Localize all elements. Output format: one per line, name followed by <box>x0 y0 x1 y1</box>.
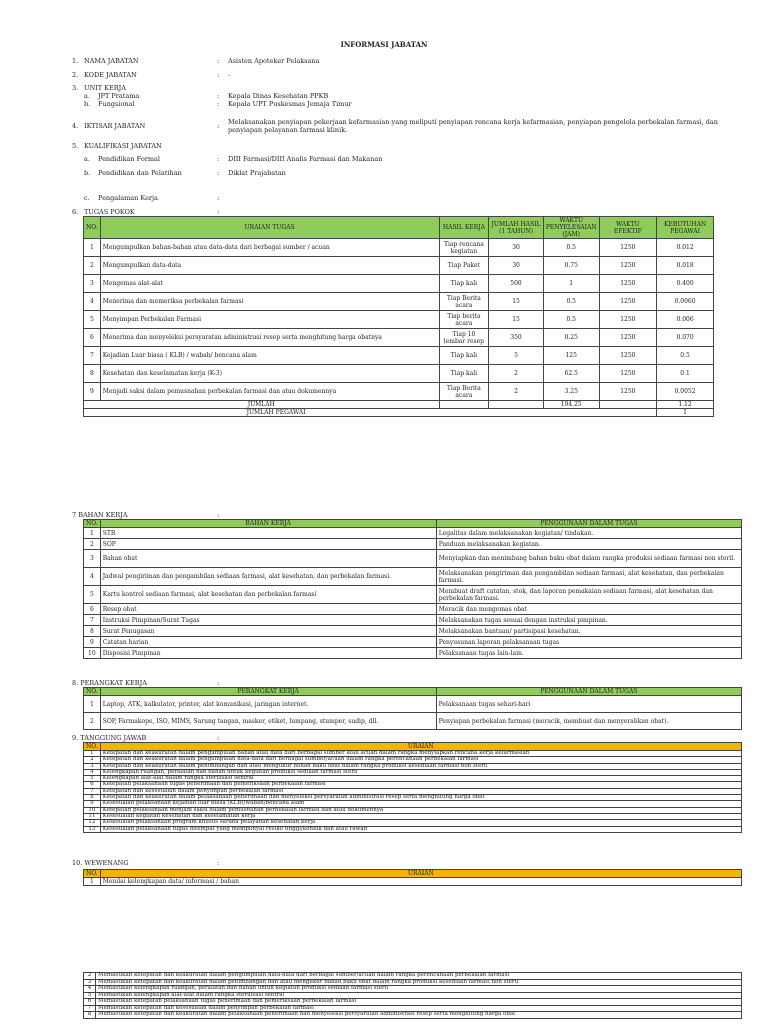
cell-no: 1 <box>84 878 101 886</box>
cell-jumlah-hasil: 30 <box>489 257 544 275</box>
table-row <box>84 275 714 293</box>
field-colon: : <box>217 208 220 216</box>
table-row <box>84 293 714 311</box>
field-number: b. <box>84 169 91 177</box>
cell-no: 7 <box>84 615 101 626</box>
cell-no: 5 <box>84 992 96 999</box>
cell-no: 3 <box>84 763 101 769</box>
header-bahan-kerja: BAHAN KERJA <box>100 520 436 528</box>
cell-no: 2 <box>84 973 96 980</box>
jumlah-label: JUMLAH <box>84 401 440 409</box>
cell-uraian: Kesesuaian kegiatan kesehatan dan keselamatan kerja <box>100 813 741 819</box>
table-row <box>84 239 714 257</box>
tugas-table-body <box>84 239 714 417</box>
table-row <box>84 311 714 329</box>
cell-uraian-tugas: Menerima dan menyeleksi persyaratan administrasi resep serta menghitung harga obatnya <box>100 329 439 347</box>
cell-hasil-kerja: Tiap Berita acara <box>439 293 489 311</box>
field-number: 4. <box>72 122 79 130</box>
cell-uraian-tugas: Mengemas alat-alat <box>100 275 439 293</box>
field-number: c. <box>84 194 90 202</box>
cell-perangkat-kerja: SOP, Farmakope, ISO, MIMS, Sarung tangan, masker, etiket, lumpang, stumper, sudip, dll. <box>100 713 436 730</box>
table-cell <box>439 401 489 409</box>
table-row <box>84 615 742 626</box>
cell-hasil-kerja: Tiap kali <box>439 365 489 383</box>
field-colon: : <box>217 194 220 202</box>
cell-no: 3 <box>84 979 96 986</box>
cell-perangkat-kerja: Laptop, ATK, kalkulator, printer, alat komunikasi, jaringan internet. <box>100 696 436 713</box>
cell-penggunaan: Melaksanakan bantuan/ partisipasi kesehatan. <box>436 626 741 637</box>
field-colon: : <box>217 169 220 177</box>
cell-hasil-kerja: Tiap rencana kegiatan <box>439 239 489 257</box>
cell-uraian: Ketepatan pelaksanaan menjadi saksi dalam pemusnahan perbekalan farmasi dan atau dokumennya <box>100 807 741 813</box>
cell-bahan-kerja: SOP <box>100 539 436 550</box>
cell-no: 2 <box>84 757 101 763</box>
table-row <box>84 878 742 886</box>
section-wewenang: 10. WEWENANG <box>72 859 129 867</box>
section-colon: : <box>217 734 220 742</box>
table-row <box>84 626 742 637</box>
table-row <box>84 604 742 615</box>
field-colon: : <box>217 71 220 79</box>
cell-penggunaan: Membuat draft catatan, stok, dan laporan pemakaian sediaan farmasi, alat kesehatan dan perbekalan farmasi. <box>436 586 741 604</box>
cell-no: 5 <box>84 776 101 782</box>
field-colon: : <box>217 100 220 108</box>
cell-waktu-efektif: 1250 <box>599 293 657 311</box>
cell-no: 1 <box>84 751 101 757</box>
header-kebutuhan-pegawai: KEBUTUHAN PEGAWAI <box>657 217 714 239</box>
cell-no: 8 <box>84 795 101 801</box>
cell-waktu-efektif: 1250 <box>599 275 657 293</box>
cell-uraian: Ketepatan dan keakuratan dalam pengumpulan data-data dari berbagai sumber/acuan dalam rangka perencanaan perbekalan farmasi <box>100 757 741 763</box>
cell-no: 3 <box>84 275 101 293</box>
header-no: NO. <box>84 870 101 878</box>
cell-no: 10 <box>84 807 101 813</box>
cell-hasil-kerja: Tiap Paket <box>439 257 489 275</box>
section-bahan-kerja: 7 BAHAN KERJA <box>72 511 128 519</box>
cell-kebutuhan-pegawai: 0.006 <box>657 311 714 329</box>
cell-kebutuhan-pegawai: 0.5 <box>657 347 714 365</box>
cell-hasil-kerja: Tiap Berita acara <box>439 383 489 401</box>
cell-hasil-kerja: Tiap kali <box>439 347 489 365</box>
cell-uraian: Ketepatan dan kesesuaian dalam penyimpan perbekalan farmasi <box>100 788 741 794</box>
cell-jumlah-hasil: 500 <box>489 275 544 293</box>
cell-bahan-kerja: Bahan obat <box>100 550 436 568</box>
jumlah-row <box>84 401 714 409</box>
cell-bahan-kerja: Surat Penugasan <box>100 626 436 637</box>
table-row <box>84 568 742 586</box>
cell-waktu-penyelesaian: 0.5 <box>543 311 599 329</box>
cell-bahan-kerja: Disposisi Pimpinan <box>100 648 436 659</box>
cell-penggunaan: Panduan melaksanakan kegiatan. <box>436 539 741 550</box>
cell-penggunaan: Legalitas dalam melaksanakan kegiatan/ tindakan. <box>436 528 741 539</box>
header-uraian: URAIAN <box>100 743 741 751</box>
cell-no: 6 <box>84 604 101 615</box>
table-row <box>84 528 742 539</box>
table-header-row <box>84 688 742 696</box>
cell-no: 2 <box>84 257 101 275</box>
wewenang-table-body <box>84 878 742 886</box>
cell-kebutuhan-pegawai: 0.0052 <box>657 383 714 401</box>
cell-no: 6 <box>84 782 101 788</box>
cell-kebutuhan-pegawai: 0.0060 <box>657 293 714 311</box>
cell-waktu-efektif: 1250 <box>599 239 657 257</box>
field-label: IKTISAR JABATAN <box>84 122 146 130</box>
cell-jumlah-hasil: 2 <box>489 383 544 401</box>
cell-kebutuhan-pegawai: 0.1 <box>657 365 714 383</box>
cell-jumlah-hasil: 2 <box>489 365 544 383</box>
cell-penggunaan: Pelaksanaan tugas sehari-hari <box>436 696 741 713</box>
field-value: Kepala Dinas Kesehatan PPKB <box>228 92 329 100</box>
cell-no: 7 <box>84 347 101 365</box>
header-no: NO. <box>84 520 101 528</box>
cell-waktu-efektif: 1250 <box>599 347 657 365</box>
section-colon: : <box>217 511 220 519</box>
field-value: Kepala UPT Puskesmas Jemaja Timur <box>228 100 352 108</box>
table-row <box>84 637 742 648</box>
header-jumlah-hasil: JUMLAH HASIL (1 TAHUN) <box>489 217 544 239</box>
cell-waktu-penyelesaian: 125 <box>543 347 599 365</box>
table-cell <box>489 401 544 409</box>
field-label: Pendidikan dan Pelatihan <box>98 169 182 177</box>
cell-penggunaan: Melaksanakan tugas sesuai dengan instruksi pimpinan. <box>436 615 741 626</box>
cell-uraian-tugas: Menjadi saksi dalam pemusnahan perbekalan farmasi dan atau dokumennya <box>100 383 439 401</box>
cell-uraian: Memastikan kelengkapan alat-alat dalam rangka sterilisasi sentral <box>95 992 741 999</box>
cell-waktu-penyelesaian: 3.25 <box>543 383 599 401</box>
header-penggunaan: PENGGUNAAN DALAM TUGAS <box>436 688 741 696</box>
cell-uraian: Ketepatan dan keakuratan dalam pengumpulan bahan atau data dari berbagai sumber atau acuan dalam rangka menyiapkan rencana kerja kefarmasian <box>100 751 741 757</box>
field-number: a. <box>84 92 90 100</box>
section-perangkat-kerja: 8. PERANGKAT KERJA <box>72 679 147 687</box>
cell-kebutuhan-pegawai: 0.400 <box>657 275 714 293</box>
cell-no: 6 <box>84 329 101 347</box>
cell-no: 4 <box>84 769 101 775</box>
field-number: a. <box>84 155 90 163</box>
cell-waktu-efektif: 1250 <box>599 257 657 275</box>
cell-penggunaan: Pelaksanaan tugas lain-lain. <box>436 648 741 659</box>
cell-kebutuhan-pegawai: 0.018 <box>657 257 714 275</box>
table-row <box>84 257 714 275</box>
cell-bahan-kerja: Catatan harian <box>100 637 436 648</box>
field-label: JPT Pratama <box>98 92 140 100</box>
table-cell <box>599 401 657 409</box>
table-row <box>84 550 742 568</box>
cell-no: 4 <box>84 293 101 311</box>
table-row <box>84 383 714 401</box>
cell-waktu-penyelesaian: 0.5 <box>543 293 599 311</box>
cell-no: 13 <box>84 826 101 832</box>
cell-no: 12 <box>84 820 101 826</box>
jumlah-pegawai-label: JUMLAH PEGAWAI <box>84 409 657 417</box>
table-row <box>84 826 742 832</box>
cell-uraian: Kelengkapan alat-alat dalam rangka sterilisasi sentral <box>100 776 741 782</box>
header-no: NO. <box>84 743 101 751</box>
field-colon: : <box>217 57 220 65</box>
bahan-table-body <box>84 528 742 659</box>
table-header-row <box>84 217 714 239</box>
cell-no: 9 <box>84 637 101 648</box>
field-label: NAMA JABATAN <box>84 57 139 65</box>
cell-waktu-penyelesaian: 0.25 <box>543 329 599 347</box>
cell-jumlah-hasil: 15 <box>489 311 544 329</box>
cell-waktu-efektif: 1250 <box>599 311 657 329</box>
cell-no: 5 <box>84 311 101 329</box>
field-label: Fungsional <box>98 100 135 108</box>
table-row <box>84 539 742 550</box>
table-row <box>84 347 714 365</box>
field-colon: : <box>217 92 220 100</box>
cell-bahan-kerja: STR <box>100 528 436 539</box>
cell-uraian-tugas: Mengumpulkan data-data <box>100 257 439 275</box>
field-number: 1. <box>72 57 79 65</box>
field-value: Melaksanakan penyiapan pekerjaan kefarmasian yang meliputi penyiapan rencana kerja kefarmasian, penyiapan pengelola perbekalan farmasi, dan penyiapan pelayanan farmasi klinik. <box>228 118 718 134</box>
cell-no: 8 <box>84 626 101 637</box>
cell-uraian: Kesesuaian pelaksanaan kejadian luar biasa (KLB)/wabah/bencana alam <box>100 801 741 807</box>
cell-bahan-kerja: Jadwal pengiriman dan pengambilan sediaan farmasi, alat kesehatan, dan perbekalan farmasi. <box>100 568 436 586</box>
section-colon: : <box>217 859 220 867</box>
field-number: 5. <box>72 142 79 150</box>
cell-penggunaan: Menyiapkan dan menimbang bahan baku obat dalam rangka produksi sediaan farmasi non steril. <box>436 550 741 568</box>
tugas-pokok-table <box>83 216 714 417</box>
table-header-row <box>84 870 742 878</box>
cell-no: 8 <box>84 365 101 383</box>
field-value: Asisten Apoteker Pelaksana <box>228 57 320 65</box>
table-row <box>84 329 714 347</box>
cell-uraian: Menilai kelengkapan data/ informasi / bahan <box>100 878 741 886</box>
field-label: Pendidikan Formal <box>98 155 160 163</box>
cell-no: 7 <box>84 788 101 794</box>
field-label: KUALIFIKASI JABATAN <box>84 142 162 150</box>
section-tanggung-jawab: 9. TANGGUNG JAWAB <box>72 734 147 742</box>
header-hasil-kerja: HASIL KERJA <box>439 217 489 239</box>
field-label: UNIT KERJA <box>84 84 126 92</box>
cell-hasil-kerja: Tiap berita acara <box>439 311 489 329</box>
perangkat-table-body <box>84 696 742 730</box>
section-colon: : <box>217 679 220 687</box>
cell-uraian-tugas: Menyimpan Perbekalan Farmasi <box>100 311 439 329</box>
cell-uraian: Kesesuaian pelaksanaan program khusus sarana pelayanan kesehatan kerja <box>100 820 741 826</box>
cell-jumlah-hasil: 15 <box>489 293 544 311</box>
cell-hasil-kerja: Tiap kali <box>439 275 489 293</box>
cell-waktu-penyelesaian: 0.75 <box>543 257 599 275</box>
field-label: Pengalaman Kerja <box>98 194 158 202</box>
table-row <box>84 648 742 659</box>
cell-uraian: Kesesuaian pelaksanaan tugas ditempat yang mempunyai resiko tinggi/konflik dan atau rawan <box>100 826 741 832</box>
header-penggunaan: PENGGUNAAN DALAM TUGAS <box>436 520 741 528</box>
field-number: b. <box>84 100 91 108</box>
jumlah-kebutuhan: 1.12 <box>657 401 714 409</box>
cell-waktu-efektif: 1250 <box>599 383 657 401</box>
cell-uraian: Memastikan ketepatan dan keakuratan dalam penimbangan dan atau mengukur bahan baku obat dalam rangka produksi kesediaan farmasi non steril <box>95 979 741 986</box>
continuation-table-body <box>84 973 742 1019</box>
cell-no: 1 <box>84 528 101 539</box>
cell-uraian: Ketepatan dan keakuratan dalam pelaksanaan penerimaan dan menyeleksi persyaratan administrasi resep serta menghitung harga obat <box>100 795 741 801</box>
wewenang-table <box>83 869 742 886</box>
cell-waktu-efektif: 1250 <box>599 365 657 383</box>
cell-bahan-kerja: Resep obat <box>100 604 436 615</box>
field-number: 2. <box>72 71 79 79</box>
cell-no: 6 <box>84 999 96 1006</box>
field-label: TUGAS POKOK <box>84 208 135 216</box>
field-value: - <box>228 71 231 79</box>
field-value: DIII Farmasi/DIII Analis Farmasi dan Makanan <box>228 155 383 163</box>
cell-jumlah-hasil: 30 <box>489 239 544 257</box>
cell-penggunaan: Melaksanakan pengiriman dan pengambilan sediaan farmasi, alat kesehatan, dan perbekalan farmasi. <box>436 568 741 586</box>
cell-no: 4 <box>84 986 96 993</box>
cell-uraian-tugas: Kesehatan dan keselamatan kerja (K-3) <box>100 365 439 383</box>
cell-uraian: Memastikan ketepatan dan kesesuaian dalam penyimpan perbekalan farmasi <box>95 1005 741 1012</box>
cell-jumlah-hasil: 350 <box>489 329 544 347</box>
cell-uraian: Kelengkapan ruangan, peralatan dan bahan untuk kegiatan produksi sediaan farmasi steril <box>100 769 741 775</box>
cell-uraian: Memastikan kelengkapan ruangan, peralatan dan bahan untuk kegiatan produksi sediaan farmasi steril <box>95 986 741 993</box>
cell-uraian: Memastikan ketepatan dan keakuratan dalam pelaksanaan penerimaan dan menyeleksi persyaratan administrasi resep serta menghitung harga obat <box>95 1012 741 1019</box>
header-waktu-efektif: WAKTU EFEKTIF <box>599 217 657 239</box>
cell-bahan-kerja: Instruksi Pimpinan/Surat Tugas <box>100 615 436 626</box>
wewenang-continuation-table <box>83 972 742 1019</box>
cell-kebutuhan-pegawai: 0.070 <box>657 329 714 347</box>
cell-no: 10 <box>84 648 101 659</box>
cell-jumlah-hasil: 5 <box>489 347 544 365</box>
jumlah-pegawai: 1 <box>657 409 714 417</box>
table-header-row <box>84 520 742 528</box>
cell-no: 11 <box>84 813 101 819</box>
table-row <box>84 1012 742 1019</box>
header-uraian-tugas: URAIAN TUGAS <box>100 217 439 239</box>
header-waktu-penyelesaian: WAKTU PENYELESAIAN (JAM) <box>543 217 599 239</box>
cell-no: 1 <box>84 696 101 713</box>
field-number: 6. <box>72 208 79 216</box>
cell-no: 3 <box>84 550 101 568</box>
cell-bahan-kerja: Kartu kontrol sediaan farmasi, alat kesehatan dan perbekalan farmasi <box>100 586 436 604</box>
cell-penggunaan: Penyusunan laporan pelaksanaan tugas <box>436 637 741 648</box>
cell-uraian: Memastikan ketepatan pelaksanaan tugas penerimaan dan pemeriksaan perbekalan farmasi <box>95 999 741 1006</box>
cell-uraian-tugas: Mengumpulkan bahan-bahan atau data-data dari berbagai sumber / acuan <box>100 239 439 257</box>
table-row <box>84 586 742 604</box>
table-row <box>84 696 742 713</box>
cell-no: 8 <box>84 1012 96 1019</box>
tanggung-jawab-table <box>83 742 742 833</box>
field-colon: : <box>217 155 220 163</box>
cell-no: 9 <box>84 801 101 807</box>
cell-penggunaan: Meracik dan mengemas obat <box>436 604 741 615</box>
cell-waktu-penyelesaian: 0.5 <box>543 239 599 257</box>
cell-no: 2 <box>84 539 101 550</box>
field-colon: : <box>217 122 220 130</box>
field-number: 3. <box>72 84 79 92</box>
cell-uraian: Ketepatan pelaksanaan tugas penerimaan dan pemeriksaan perbekalan farmasi <box>100 782 741 788</box>
cell-waktu-penyelesaian: 62.5 <box>543 365 599 383</box>
page-title: INFORMASI JABATAN <box>340 40 428 49</box>
jumlah-waktu: 194.25 <box>543 401 599 409</box>
table-row <box>84 365 714 383</box>
cell-uraian: Memastikan ketepatan dan keakuratan dalam pengumpulan data-data dari berbagai sumber/acuan dalam rangka perencanaan perbekalan farmasi <box>95 973 741 980</box>
header-no: NO. <box>84 217 101 239</box>
cell-no: 2 <box>84 713 101 730</box>
header-uraian: URAIAN <box>100 870 741 878</box>
cell-waktu-efektif: 1250 <box>599 329 657 347</box>
header-perangkat-kerja: PERANGKAT KERJA <box>100 688 436 696</box>
field-value: Diklat Prajabatan <box>228 169 286 177</box>
field-label: KODE JABATAN <box>84 71 137 79</box>
cell-waktu-penyelesaian: 1 <box>543 275 599 293</box>
tanggung-table-body <box>84 751 742 833</box>
cell-no: 7 <box>84 1005 96 1012</box>
header-no: NO. <box>84 688 101 696</box>
cell-uraian-tugas: Menerima dan memeriksa perbekalan farmasi <box>100 293 439 311</box>
cell-no: 1 <box>84 239 101 257</box>
cell-penggunaan: Penyiapan perbekalan farmasi (meracik, membuat dan menyerahkan obat). <box>436 713 741 730</box>
cell-no: 4 <box>84 568 101 586</box>
table-row <box>84 713 742 730</box>
cell-uraian-tugas: Kejadian Luar biasa ( KLB) / wabah/ bencana alam <box>100 347 439 365</box>
cell-no: 9 <box>84 383 101 401</box>
jumlah-pegawai-row <box>84 409 714 417</box>
bahan-kerja-table <box>83 519 742 659</box>
cell-no: 5 <box>84 586 101 604</box>
cell-uraian: Ketepatan dan keakuratan dalam penimbangan dan atau mengukur bahan baku obat dalam rangka produksi kesediaan farmasi non steril <box>100 763 741 769</box>
perangkat-kerja-table <box>83 687 742 730</box>
cell-hasil-kerja: Tiap 10 lembar resep <box>439 329 489 347</box>
cell-kebutuhan-pegawai: 0.012 <box>657 239 714 257</box>
